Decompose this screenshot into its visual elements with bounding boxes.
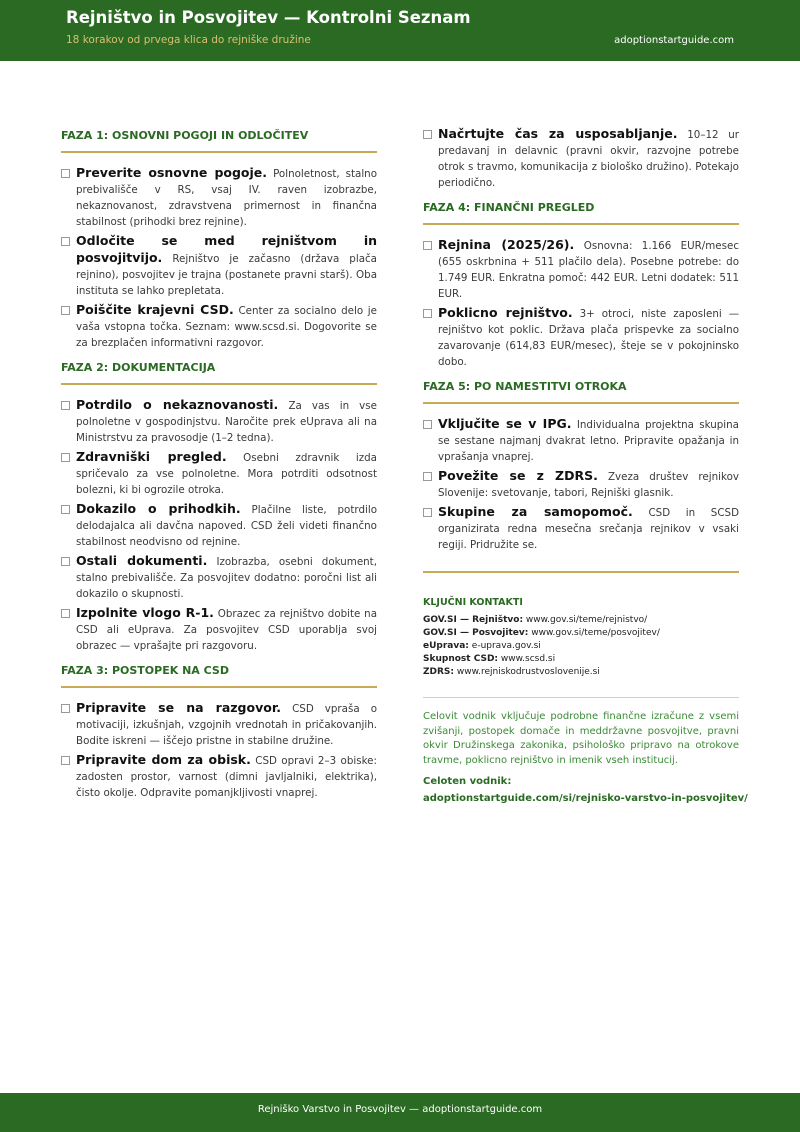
contact-label: GOV.SI — Rejništvo: bbox=[423, 615, 524, 625]
contact-link[interactable]: www.gov.si/teme/rejnistvo/ bbox=[525, 615, 648, 625]
checklist-item-text: Obrazec za rejništvo dobite na CSD ali eUprava. Za posvojitev CSD uporablja svoj obrazec — vprašajte pri razgovoru. bbox=[76, 608, 378, 652]
checklist-item-title: Rejnina (2025/26). bbox=[438, 237, 575, 252]
right-column bbox=[423, 126, 748, 804]
checklist-item-text: 3+ otroci, niste zaposleni — rejništvo kot poklic. Država plača prispevke za socialno zavarovanje (614,83 EUR/mesec), šteje se v pokojninsko dobo. bbox=[438, 308, 739, 368]
checklist-item bbox=[61, 700, 377, 749]
checklist-item bbox=[61, 752, 377, 801]
checkbox-icon[interactable] bbox=[61, 169, 70, 178]
checklist-item bbox=[61, 449, 377, 498]
document-title: Rejništvo in Posvojitev — Kontrolni Seznam bbox=[66, 8, 471, 27]
thin-divider bbox=[423, 697, 739, 698]
checklist-item-title: Načrtujte čas za usposabljanje. bbox=[438, 126, 678, 141]
checklist-item bbox=[61, 233, 377, 299]
contact-label: eUprava: bbox=[423, 641, 469, 651]
checkbox-icon[interactable] bbox=[61, 237, 70, 246]
checklist-item bbox=[61, 165, 377, 230]
contact-link[interactable]: www.rejniskodrustvoslovenije.si bbox=[456, 667, 600, 677]
contact-link[interactable]: www.gov.si/teme/posvojitev/ bbox=[531, 628, 660, 638]
checklist-item-title: Povežite se z ZDRS. bbox=[438, 468, 598, 483]
checkbox-icon[interactable] bbox=[423, 130, 432, 139]
checklist-item bbox=[423, 126, 739, 191]
checkbox-icon[interactable] bbox=[423, 508, 432, 517]
checklist-item-title: Poklicno rejništvo. bbox=[438, 305, 573, 320]
checklist-item bbox=[423, 468, 739, 501]
guide-label: Celoten vodnik: bbox=[423, 776, 512, 787]
checklist-item-text: Individualna projektna skupina se sestane najmanj dvakrat letno. Pripravite opažanja in vprašanja vnaprej. bbox=[438, 419, 739, 463]
checklist-item-title: Poiščite krajevni CSD. bbox=[76, 302, 234, 317]
checklist-item-text: 10–12 ur predavanj in delavnic (pravni okvir, razvojne potrebe otrok s travmo, komunikacija z biološko družino). Potekajo periodično. bbox=[438, 129, 740, 189]
checklist-item-text: Rejništvo je začasno (država plača rejnino), posvojitev je trajna (postanete pravni starš). Oba instituta se lahko prepletata. bbox=[76, 253, 377, 297]
checklist-item-text: Osnovna: 1.166 EUR/mesec (655 oskrbnina + 511 plačilo dela). Posebne potrebe: do 1.749 EUR. Enkratna pomoč: 442 EUR. Letni dodatek: 511 EUR. bbox=[438, 240, 740, 300]
checklist-item-title: Pripravite dom za obisk. bbox=[76, 752, 251, 767]
checklist-item bbox=[423, 237, 739, 302]
checklist-item bbox=[423, 504, 739, 553]
checklist-item-title: Skupine za samopomoč. bbox=[438, 504, 633, 519]
footer-text: Rejniško Varstvo in Posvojitev — adoptionstartguide.com bbox=[257, 1104, 543, 1115]
checkbox-icon[interactable] bbox=[423, 309, 432, 318]
checklist-item-title: Odločite se med rejništvom in posvojitvijo. bbox=[76, 233, 377, 265]
checkbox-icon[interactable] bbox=[61, 306, 70, 315]
checklist-item bbox=[423, 416, 739, 465]
checklist-item-text: CSD opravi 2–3 obiske: zadosten prostor, varnost (dimni javljalniki, elektrika), čisto okolje. Odpravite pomanjkljivosti vnaprej. bbox=[76, 755, 377, 799]
checkbox-icon[interactable] bbox=[61, 704, 70, 713]
contacts-section bbox=[423, 597, 739, 679]
contact-label: GOV.SI — Posvojitev: bbox=[423, 628, 529, 638]
contact-row bbox=[423, 653, 739, 666]
phase-title: FAZA 3: POSTOPEK NA CSD bbox=[61, 664, 377, 688]
checklist-item-text: Polnoletnost, stalno prebivališče v RS, vsaj IV. raven izobrazbe, nekaznovanost, zdravstvena primernost in finančna stabilnost (prihodki brez rejnine). bbox=[76, 168, 377, 228]
phase-section bbox=[423, 380, 739, 553]
page-header bbox=[0, 0, 800, 61]
checkbox-icon[interactable] bbox=[61, 505, 70, 514]
checklist-item-text: CSD vpraša o motivaciji, izkušnjah, vzgojnih vrednotah in pričakovanjih. Bodite iskreni — iščejo pristne in stabilne družine. bbox=[76, 703, 377, 747]
checkbox-icon[interactable] bbox=[61, 453, 70, 462]
guide-url-link[interactable]: adoptionstartguide.com/si/rejnisko-varstvo-in-posvojitev/ bbox=[423, 793, 748, 804]
checkbox-icon[interactable] bbox=[61, 756, 70, 765]
checklist-item-text: CSD in SCSD organizirata redna mesečna srečanja rejnikov v vsaki regiji. Pridružite se. bbox=[438, 507, 739, 551]
phase-section bbox=[423, 201, 739, 370]
section-divider bbox=[423, 571, 739, 573]
checklist-item bbox=[423, 305, 739, 370]
checklist-item-title: Dokazilo o prihodkih. bbox=[76, 501, 241, 516]
contact-row bbox=[423, 666, 739, 679]
checklist-item-text: Zveza društev rejnikov Slovenije: svetovanje, tabori, Rejniški glasnik. bbox=[438, 471, 740, 499]
checkbox-icon[interactable] bbox=[423, 472, 432, 481]
checklist-item-title: Vključite se v IPG. bbox=[438, 416, 572, 431]
checkbox-icon[interactable] bbox=[423, 241, 432, 250]
contacts-title: KLJUČNI KONTAKTI bbox=[423, 597, 523, 608]
checkbox-icon[interactable] bbox=[61, 609, 70, 618]
phase-title: FAZA 4: FINANČNI PREGLED bbox=[423, 201, 739, 225]
checkbox-icon[interactable] bbox=[61, 557, 70, 566]
left-column bbox=[61, 126, 377, 811]
checklist-item bbox=[61, 605, 377, 654]
checklist-item-text: Osebni zdravnik izda spričevalo za vse polnoletne. Mora potrditi odsotnost bolezni, ki bi ogrozile otroka. bbox=[76, 452, 377, 496]
phase-section bbox=[61, 361, 377, 654]
header-site-link[interactable]: adoptionstartguide.com bbox=[614, 35, 734, 46]
phase-section bbox=[61, 129, 377, 351]
checklist-item-title: Izpolnite vlogo R-1. bbox=[76, 605, 214, 620]
checklist-item bbox=[61, 397, 377, 446]
contact-link[interactable]: www.scsd.si bbox=[500, 654, 556, 664]
checklist-item-title: Potrdilo o nekaznovanosti. bbox=[76, 397, 279, 412]
phase-title: FAZA 5: PO NAMESTITVI OTROKA bbox=[423, 380, 739, 404]
checklist-item-title: Zdravniški pregled. bbox=[76, 449, 227, 464]
checklist-item bbox=[61, 501, 377, 550]
phase-section bbox=[61, 664, 377, 801]
checklist-item-title: Preverite osnovne pogoje. bbox=[76, 165, 268, 180]
checklist-item-title: Ostali dokumenti. bbox=[76, 553, 208, 568]
checkbox-icon[interactable] bbox=[61, 401, 70, 410]
contact-label: Skupnost CSD: bbox=[423, 654, 499, 664]
document-subtitle: 18 korakov od prvega klica do rejniške družine bbox=[66, 34, 311, 46]
guide-note: Celovit vodnik vključuje podrobne finančne izračune z vsemi zvišanji, postopek domače in meddržavne posvojitve, pravni okvir Družinskega zakonika, psihološko pripravo na otrokove travme, poklicno rejništvo in imenik vseh institucij. bbox=[423, 711, 739, 766]
checklist-item-text: Plačilne liste, potrdilo delodajalca ali davčna napoved. CSD želi videti finančno stabilnost neodvisno od rejnine. bbox=[76, 504, 378, 548]
contact-row bbox=[423, 640, 739, 653]
contact-row bbox=[423, 614, 739, 627]
checklist-item-text: Izobrazba, osebni dokument, stalno prebivališče. Za posvojitev dodatno: poročni list ali dokazilo o skupnosti. bbox=[76, 556, 377, 600]
contact-link[interactable]: e-uprava.gov.si bbox=[471, 641, 541, 651]
checklist-item bbox=[61, 553, 377, 602]
checklist-item bbox=[61, 302, 377, 351]
phase-title: FAZA 2: DOKUMENTACIJA bbox=[61, 361, 377, 385]
contact-label: ZDRS: bbox=[423, 667, 455, 677]
phase-title: FAZA 1: OSNOVNI POGOJI IN ODLOČITEV bbox=[61, 129, 377, 153]
checklist-item-title: Pripravite se na razgovor. bbox=[76, 700, 281, 715]
page-footer bbox=[0, 1093, 800, 1132]
contact-row bbox=[423, 627, 739, 640]
checkbox-icon[interactable] bbox=[423, 420, 432, 429]
checklist-item-text: Za vas in vse polnoletne v gospodinjstvu. Naročite prek eUprava ali na Ministrstvu za pravosodje (1–2 tedna). bbox=[76, 400, 377, 444]
checklist-item-text: Center za socialno delo je vaša vstopna točka. Seznam: www.scsd.si. Dogovorite se za brezplačen informativni razgovor. bbox=[76, 305, 378, 349]
